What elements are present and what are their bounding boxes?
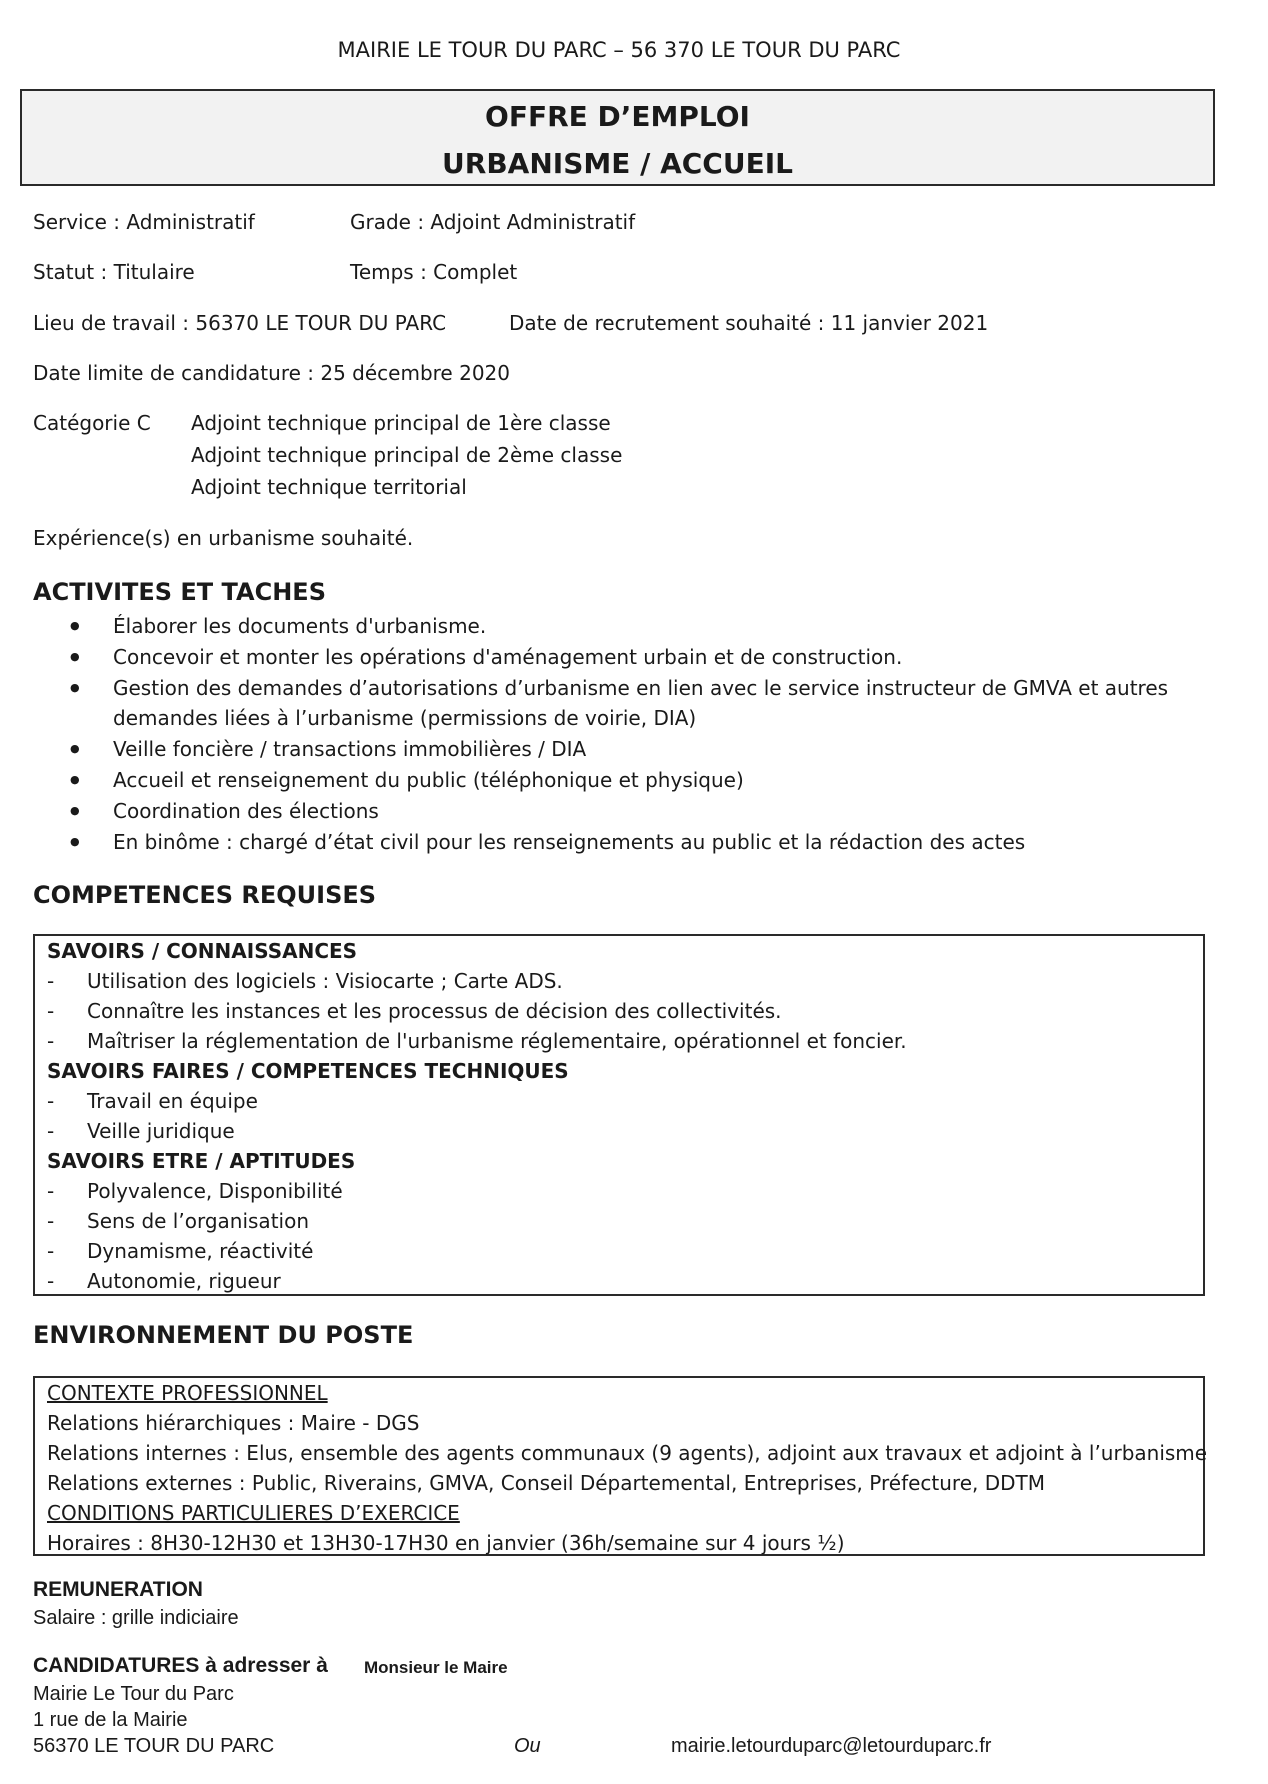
candidatures-heading: CANDIDATURES à adresser à: [33, 1654, 328, 1677]
ou-text: Ou: [514, 1735, 541, 1757]
date-recrutement: Date de recrutement souhaité : 11 janvier 2021: [509, 311, 989, 335]
experience: Expérience(s) en urbanisme souhaité.: [33, 526, 414, 550]
list-item: Gestion des demandes d’autorisations d’urbanisme en lien avec le service instructeur de GMVA et autres: [113, 676, 1169, 700]
salaire: Salaire : grille indiciaire: [33, 1607, 239, 1629]
environnement-box: [33, 1376, 1208, 1556]
bullet-icon: ●: [70, 650, 80, 663]
conditions-title: CONDITIONS PARTICULIERES D’EXERCICE: [47, 1501, 460, 1525]
dash: -: [47, 1119, 55, 1143]
dash: -: [47, 999, 55, 1023]
dash: -: [47, 1209, 55, 1233]
list-item: Veille juridique: [87, 1119, 235, 1143]
temps: Temps : Complet: [350, 260, 518, 284]
dash: -: [47, 1269, 55, 1293]
horaires: Horaires : 8H30-12H30 et 13H30-17H30 en janvier (36h/semaine sur 4 jours ½): [47, 1531, 845, 1555]
competences-box: [33, 934, 1205, 1296]
destinataire: Monsieur le Maire: [364, 1658, 508, 1677]
categorie-label: Catégorie C: [33, 411, 151, 435]
list-item-continuation: demandes liées à l’urbanisme (permissions de voirie, DIA): [113, 706, 697, 730]
categorie-item: Adjoint technique principal de 1ère classe: [191, 411, 611, 435]
list-item: En binôme : chargé d’état civil pour les renseignements au public et la rédaction des actes: [113, 830, 1026, 854]
savoir-etre-title: SAVOIRS ETRE / APTITUDES: [47, 1149, 356, 1173]
date-limite: Date limite de candidature : 25 décembre 2020: [33, 361, 510, 385]
savoirs-title: SAVOIRS / CONNAISSANCES: [47, 939, 358, 963]
address-line: Mairie Le Tour du Parc: [33, 1683, 234, 1705]
remuneration-heading: REMUNERATION: [33, 1578, 203, 1601]
dash: -: [47, 1179, 55, 1203]
categorie-item: Adjoint technique territorial: [191, 475, 467, 499]
relations-internes: Relations internes : Elus, ensemble des agents communaux (9 agents), adjoint aux travaux et adjoint à l’urbanisme: [47, 1441, 1208, 1465]
savoir-faire-title: SAVOIRS FAIRES / COMPETENCES TECHNIQUES: [47, 1059, 569, 1083]
list-item: Concevoir et monter les opérations d'aménagement urbain et de construction.: [113, 645, 903, 669]
lieu-de-travail: Lieu de travail : 56370 LE TOUR DU PARC: [33, 311, 447, 335]
address-line: 56370 LE TOUR DU PARC: [33, 1735, 275, 1757]
bullet-icon: ●: [70, 619, 80, 632]
environnement-heading: ENVIRONNEMENT DU POSTE: [33, 1321, 414, 1349]
dash: -: [47, 1239, 55, 1263]
address-line: 1 rue de la Mairie: [33, 1709, 188, 1731]
list-item: Élaborer les documents d'urbanisme.: [113, 614, 487, 638]
email-link[interactable]: mairie.letourduparc@letourduparc.fr: [671, 1735, 992, 1757]
list-item: Polyvalence, Disponibilité: [87, 1179, 343, 1203]
list-item: Veille foncière / transactions immobilières / DIA: [113, 737, 587, 761]
activites-heading: ACTIVITES ET TACHES: [33, 578, 326, 606]
bullet-icon: ●: [70, 835, 80, 848]
dash: -: [47, 1089, 55, 1113]
bullet-icon: ●: [70, 681, 80, 694]
bullet-icon: ●: [70, 804, 80, 817]
relations-externes: Relations externes : Public, Riverains, GMVA, Conseil Départemental, Entreprises, Préfecture, DDTM: [47, 1471, 1045, 1495]
bullet-icon: ●: [70, 773, 80, 786]
bullet-icon: ●: [70, 742, 80, 755]
relations-hierarchiques: Relations hiérarchiques : Maire - DGS: [47, 1411, 420, 1435]
list-item: Autonomie, rigueur: [87, 1269, 281, 1293]
title-line-2: URBANISME / ACCUEIL: [442, 147, 793, 180]
list-item: Travail en équipe: [87, 1089, 258, 1113]
service: Service : Administratif: [33, 210, 255, 234]
page-header: MAIRIE LE TOUR DU PARC – 56 370 LE TOUR DU PARC: [337, 38, 901, 62]
categorie-item: Adjoint technique principal de 2ème classe: [191, 443, 623, 467]
list-item: Utilisation des logiciels : Visiocarte ; Carte ADS.: [87, 969, 563, 993]
list-item: Dynamisme, réactivité: [87, 1239, 314, 1263]
dash: -: [47, 969, 55, 993]
title-line-1: OFFRE D’EMPLOI: [485, 100, 750, 133]
grade: Grade : Adjoint Administratif: [350, 210, 636, 234]
list-item: Accueil et renseignement du public (téléphonique et physique): [113, 768, 744, 792]
dash: -: [47, 1029, 55, 1053]
list-item: Connaître les instances et les processus de décision des collectivités.: [87, 999, 782, 1023]
contexte-title: CONTEXTE PROFESSIONNEL: [47, 1381, 328, 1405]
title-box: [20, 89, 1215, 186]
list-item: Maîtriser la réglementation de l'urbanisme réglementaire, opérationnel et foncier.: [87, 1029, 907, 1053]
list-item: Sens de l’organisation: [87, 1209, 310, 1233]
list-item: Coordination des élections: [113, 799, 379, 823]
statut: Statut : Titulaire: [33, 260, 195, 284]
competences-heading: COMPETENCES REQUISES: [33, 881, 377, 909]
